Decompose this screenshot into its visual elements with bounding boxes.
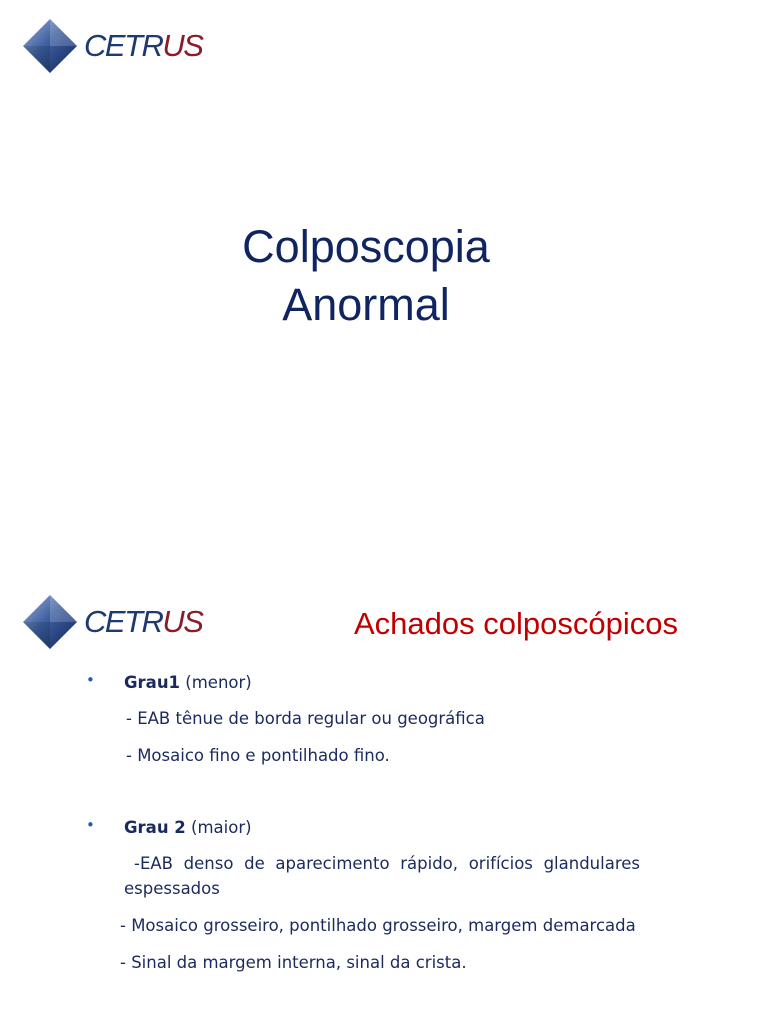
grade1-item: - Mosaico fino e pontilhado fino. bbox=[126, 746, 390, 765]
cetrus-diamond-logo-icon bbox=[22, 18, 78, 74]
bullet-icon: • bbox=[86, 671, 95, 689]
cetrus-logo bbox=[22, 18, 222, 74]
logo-wordmark: CETRUS bbox=[84, 604, 203, 639]
slide-heading: Achados colposcópicos bbox=[354, 606, 678, 641]
title-line-1: Colposcopia bbox=[242, 221, 490, 272]
grade2-label: Grau 2 bbox=[124, 818, 186, 837]
grade2-item: - Sinal da margem interna, sinal da crista. bbox=[120, 953, 467, 972]
grade1-title bbox=[124, 672, 252, 694]
grade1-qualifier: (menor) bbox=[180, 673, 252, 692]
title-line-2: Anormal bbox=[282, 279, 450, 330]
cetrus-logo bbox=[22, 594, 222, 650]
grade2-item: - Mosaico grosseiro, pontilhado grosseiro, margem demarcada bbox=[120, 916, 636, 935]
grade2-item-line: -EAB denso de aparecimento rápido, orifícios glandulares bbox=[134, 854, 640, 873]
grade2-title bbox=[124, 817, 252, 839]
slide-title-text bbox=[0, 218, 732, 334]
grade2-item-line: espessados bbox=[124, 879, 220, 898]
grade1-item: - EAB tênue de borda regular ou geográfica bbox=[126, 709, 485, 728]
cetrus-diamond-logo-icon bbox=[22, 594, 78, 650]
slide-findings bbox=[0, 512, 768, 1024]
bullet-icon: • bbox=[86, 816, 95, 834]
logo-wordmark: CETRUS bbox=[84, 28, 203, 63]
grade2-qualifier: (maior) bbox=[185, 818, 252, 837]
grade1-label: Grau1 bbox=[124, 673, 181, 692]
